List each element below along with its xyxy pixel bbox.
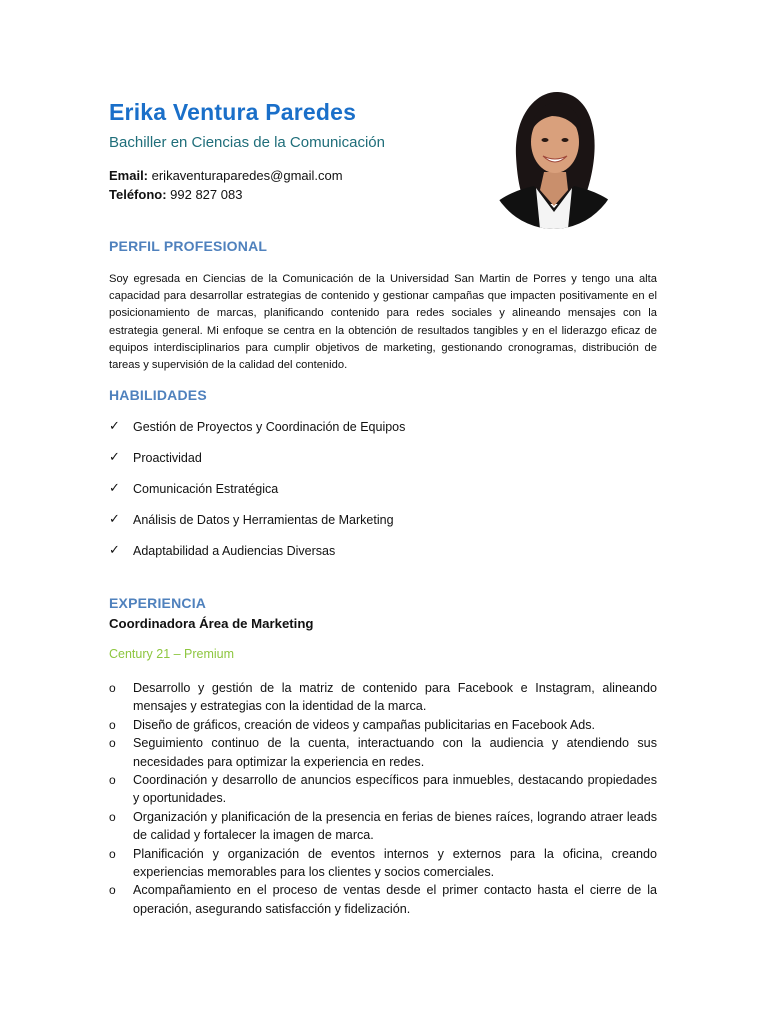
circle-bullet-icon: o <box>109 681 116 695</box>
phone-label: Teléfono: <box>109 187 167 202</box>
skills-list <box>109 418 649 573</box>
checkmark-icon: ✓ <box>109 449 120 464</box>
candidate-title: Bachiller en Ciencias de la Comunicación <box>109 134 385 151</box>
list-item: o Diseño de gráficos, creación de videos y campañas publicitarias en Facebook Ads. <box>109 716 657 734</box>
circle-bullet-icon: o <box>109 846 116 861</box>
list-item: ✓ Comunicación Estratégica <box>109 480 279 496</box>
email-label: Email: <box>109 168 149 183</box>
circle-bullet-icon: o <box>109 736 116 751</box>
skills-heading: HABILIDADES <box>109 387 207 403</box>
list-item: ✓ Gestión de Proyectos y Coordinación de Equipos <box>109 418 406 434</box>
circle-bullet-icon: o <box>109 717 116 732</box>
candidate-name: Erika Ventura Paredes <box>109 99 357 125</box>
list-item: o Seguimiento continuo de la cuenta, interactuando con la audiencia y atendiendo sus necesidades para optimizar la experiencia en redes. <box>109 736 657 769</box>
list-item: ✓ Proactividad <box>109 449 202 465</box>
circle-bullet-icon: o <box>109 883 116 898</box>
experience-heading: EXPERIENCIA <box>109 595 207 611</box>
checkmark-icon: ✓ <box>109 480 120 495</box>
checkmark-icon: ✓ <box>109 542 120 557</box>
contact-phone <box>109 187 242 202</box>
list-item: ✓ Análisis de Datos y Herramientas de Marketing <box>109 511 394 527</box>
list-item: ✓ Adaptabilidad a Audiencias Diversas <box>109 542 336 558</box>
profile-photo <box>486 86 621 229</box>
profile-heading: PERFIL PROFESIONAL <box>109 238 268 254</box>
company-name: Century 21 – Premium <box>109 647 235 661</box>
checkmark-icon: ✓ <box>109 418 120 433</box>
profile-text: Soy egresada en Ciencias de la Comunicación de la Universidad San Martin de Porres y tengo una alta capacidad para desarrollar estrategias de contenido y gestionar campañas que impacten positivamente en el posicionamiento de marcas, planificando contenido para redes sociales y alineando mensajes con la estrategia general. Mi enfoque se centra en la obtención de resultados tangibles y en el liderazgo eficaz de equipos interdisciplinarios para cumplir objetivos de marketing, gestionando cronogramas, distribución de tareas y supervisión de la calidad del contenido. <box>109 273 657 372</box>
duties-list <box>109 679 657 918</box>
list-item: o Acompañamiento en el proceso de ventas desde el primer contacto hasta el cierre de la operación, asegurando satisfacción y fidelización. <box>109 883 657 916</box>
email-value: erikaventuraparedes@gmail.com <box>148 168 343 183</box>
list-item: o Planificación y organización de eventos internos y externos para la oficina, creando experiencias memorables para los clientes y socios comerciales. <box>109 846 657 880</box>
list-item: o Desarrollo y gestión de la matriz de contenido para Facebook e Instagram, alineando mensajes y estrategias con la identidad de la marca. <box>109 681 657 714</box>
list-item: o Coordinación y desarrollo de anuncios específicos para inmuebles, destacando propiedades y oportunidades. <box>109 773 657 806</box>
job-title: Coordinadora Área de Marketing <box>109 616 314 631</box>
circle-bullet-icon: o <box>109 809 116 824</box>
phone-value: 992 827 083 <box>166 187 243 202</box>
contact-email <box>109 168 343 183</box>
circle-bullet-icon: o <box>109 773 116 788</box>
list-item: o Organización y planificación de la presencia en ferias de bienes raíces, logrando atraer leads de calidad y fortalecer la imagen de marca. <box>109 809 657 843</box>
checkmark-icon: ✓ <box>109 511 120 526</box>
